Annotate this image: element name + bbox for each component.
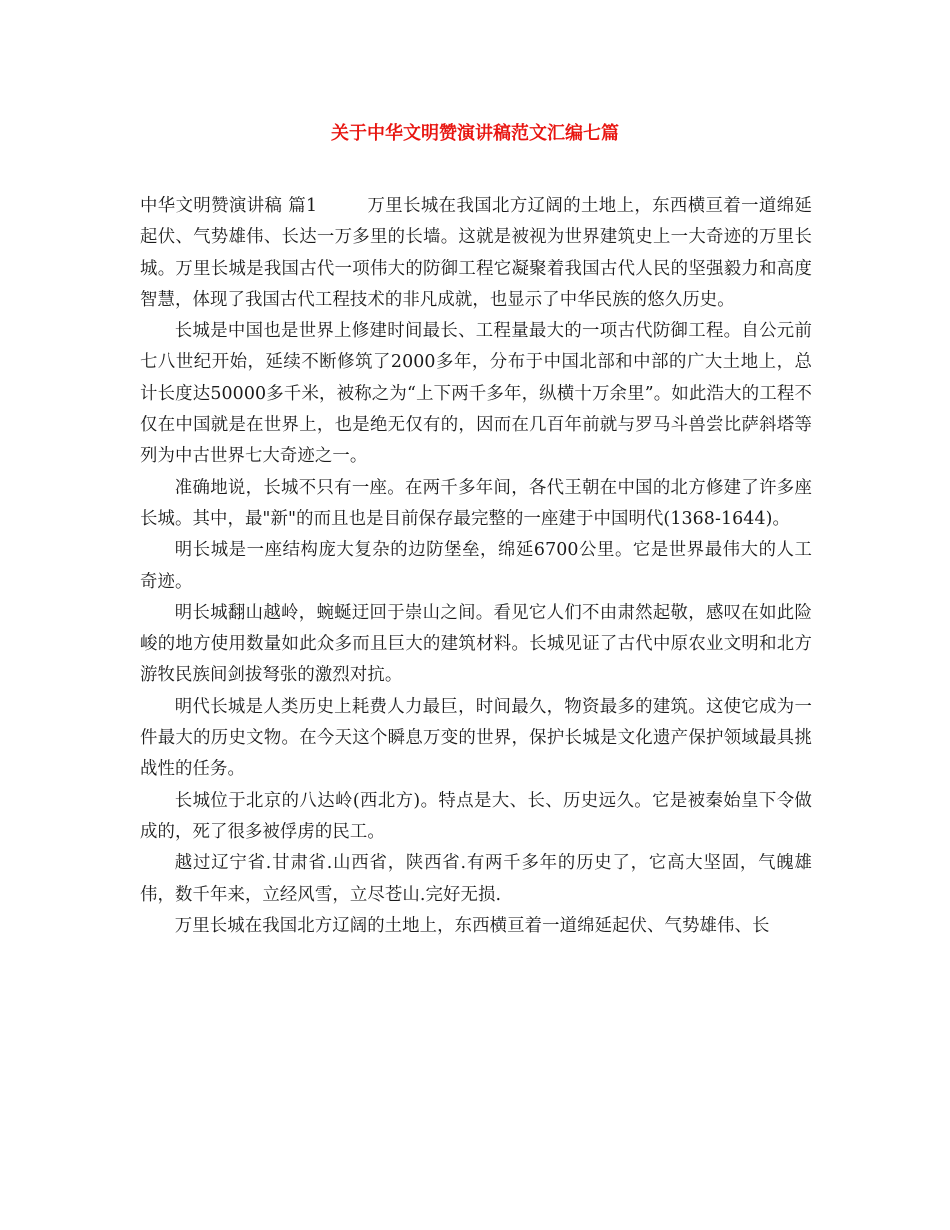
paragraph-4: 明长城是一座结构庞大复杂的边防堡垒，绵延6700公里。它是世界最伟大的人工奇迹。 bbox=[140, 540, 812, 592]
paragraph-3: 准确地说，长城不只有一座。在两千多年间，各代王朝在中国的北方修建了许多座长城。其中，最"新"的而且也是目前保存最完整的一座建于中国明代(1368-1644)。 bbox=[140, 477, 812, 529]
paragraph-6: 明代长城是人类历史上耗费人力最巨，时间最久，物资最多的建筑。这使它成为一件最大的历史文物。在今天这个瞬息万变的世界，保护长城是文化遗产保护领域最具挑战性的任务。 bbox=[140, 696, 812, 780]
paragraph-5: 明长城翻山越岭，蜿蜒迂回于崇山之间。看见它人们不由肃然起敬，感叹在如此险峻的地方使用数量如此众多而且巨大的建筑材料。长城见证了古代中原农业文明和北方游牧民族间剑拔弩张的激烈对抗。 bbox=[140, 602, 812, 686]
paragraph-9: 万里长城在我国北方辽阔的土地上，东西横亘着一道绵延起伏、气势雄伟、长 bbox=[174, 915, 770, 936]
paragraph-2: 长城是中国也是世界上修建时间最长、工程量最大的一项古代防御工程。自公元前七八世纪开始，延续不断修筑了2000多年，分布于中国北部和中部的广大土地上，总计长度达50000多千米，被称之为“上下两千多年，纵横十万余里”。如此浩大的工程不仅在中国就是在世界上，也是绝无仅有的，因而在几百年前就与罗马斗兽尝比萨斜塔等列为中古世界七大奇迹之一。 bbox=[140, 321, 812, 467]
document-body bbox=[140, 191, 812, 942]
section-label: 中华文明赞演讲稿 篇1 bbox=[140, 196, 318, 216]
paragraph-8: 越过辽宁省.甘肃省.山西省，陕西省.有两千多年的历史了，它高大坚固，气魄雄伟，数千年来，立经风雪，立尽苍山.完好无损. bbox=[140, 853, 812, 905]
paragraph-1-text: 万里长城在我国北方辽阔的土地上，东西横亘着一道绵延起伏、气势雄伟、长达一万多里的长墙。这就是被视为世界建筑史上一大奇迹的万里长城。万里长城是我国古代一项伟大的防御工程它凝聚着我国古代人民的坚强毅力和高度智慧，体现了我国古代工程技术的非凡成就，也显示了中华民族的悠久历史。 bbox=[140, 196, 812, 310]
paragraph-1 bbox=[140, 191, 812, 316]
paragraph-7: 长城位于北京的八达岭(西北方)。特点是大、长、历史远久。它是被秦始皇下令做成的，死了很多被俘虏的民工。 bbox=[140, 790, 812, 842]
document-title: 关于中华文明赞演讲稿范文汇编七篇 bbox=[331, 123, 619, 144]
